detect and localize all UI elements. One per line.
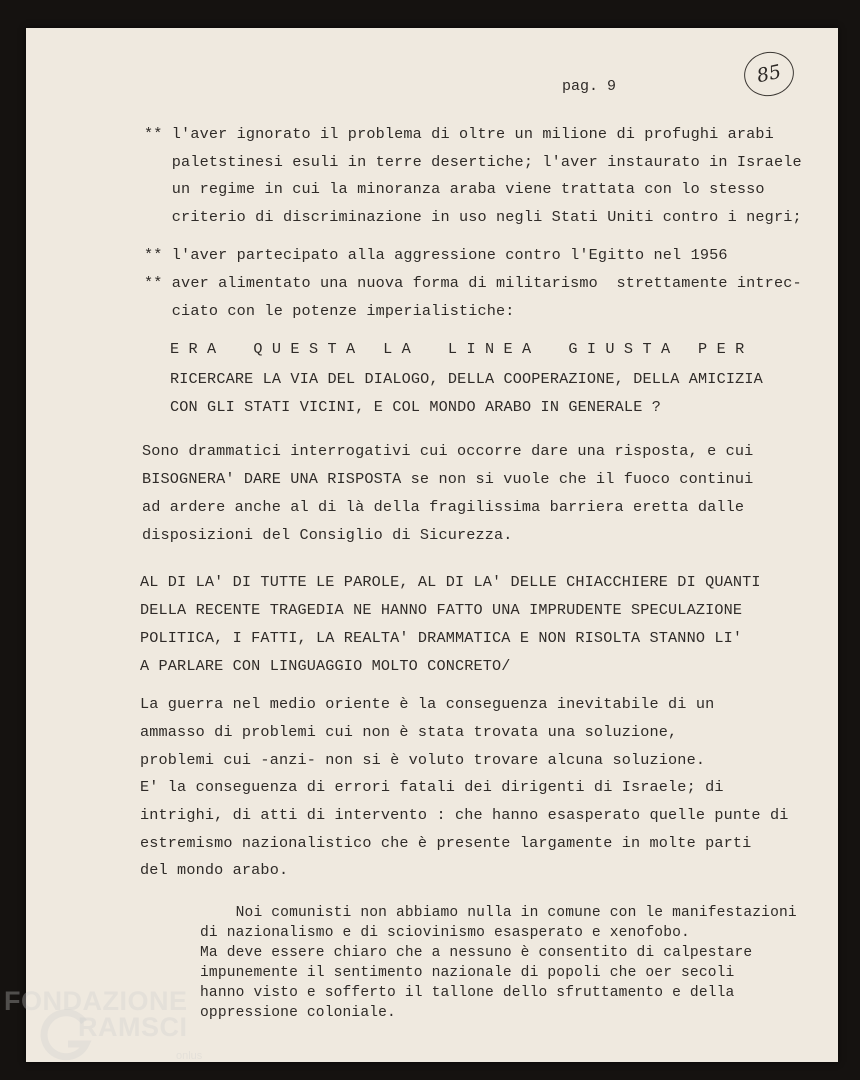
text-line: ammasso di problemi cui non è stata trovata una soluzione, bbox=[140, 723, 678, 741]
text-line: criterio di discriminazione in uso negli Stati Uniti contro i negri; bbox=[144, 208, 802, 226]
watermark-line-2: RAMSCI bbox=[78, 1012, 188, 1042]
question-line: E R A Q U E S T A L A L I N E A G I U S T A P E R bbox=[170, 340, 745, 358]
text-line: AL DI LA' DI TUTTE LE PAROLE, AL DI LA' DELLE CHIACCHIERE DI QUANTI bbox=[140, 573, 761, 591]
watermark-line-1: FONDAZIONE bbox=[4, 986, 188, 1016]
text-line: un regime in cui la minoranza araba viene trattata con lo stesso bbox=[144, 180, 765, 198]
text-line: Sono drammatici interrogativi cui occorre dare una risposta, e cui bbox=[142, 442, 754, 460]
text-line: oppressione coloniale. bbox=[200, 1005, 396, 1021]
page-number: pag. 9 bbox=[562, 78, 617, 95]
text-line: BISOGNERA' DARE UNA RISPOSTA se non si vuole che il fuoco continui bbox=[142, 470, 754, 488]
watermark-sub: onlus bbox=[176, 1050, 203, 1062]
question-line: CON GLI STATI VICINI, E COL MONDO ARABO IN GENERALE ? bbox=[170, 398, 661, 416]
text-line: hanno visto e sofferto il tallone dello sfruttamento e della bbox=[200, 985, 735, 1001]
text-line: E' la conseguenza di errori fatali dei dirigenti di Israele; di bbox=[140, 778, 724, 796]
text-line: disposizioni del Consiglio di Sicurezza. bbox=[142, 526, 513, 544]
text-line: ** aver alimentato una nuova forma di militarismo strettamente intrec- bbox=[144, 274, 802, 292]
text-line: ** l'aver ignorato il problema di oltre un milione di profughi arabi bbox=[144, 125, 774, 143]
text-line: Noi comunisti non abbiamo nulla in comune con le manifestazioni bbox=[200, 905, 797, 921]
text-line: del mondo arabo. bbox=[140, 861, 289, 879]
handwritten-page-annotation: 85 bbox=[740, 47, 798, 100]
text-line: di nazionalismo e di sciovinismo esasperato e xenofobo. bbox=[200, 925, 690, 941]
text-line: estremismo nazionalistico che è presente largamente in molte parti bbox=[140, 834, 752, 852]
text-line: La guerra nel medio oriente è la conseguenza inevitabile di un bbox=[140, 695, 715, 713]
text-line: ad ardere anche al di là della fragilissima barriera eretta dalle bbox=[142, 498, 745, 516]
text-line: intrighi, di atti di intervento : che hanno esasperato quelle punte di bbox=[140, 806, 789, 824]
text-line: paletstinesi esuli in terre desertiche; l'aver instaurato in Israele bbox=[144, 153, 802, 171]
text-line: Ma deve essere chiaro che a nessuno è consentito di calpestare bbox=[200, 945, 753, 961]
text-line: impunemente il sentimento nazionale di popoli che oer secoli bbox=[200, 965, 735, 981]
typewritten-page bbox=[26, 28, 838, 1062]
text-line: A PARLARE CON LINGUAGGIO MOLTO CONCRETO/ bbox=[140, 657, 511, 675]
question-line: RICERCARE LA VIA DEL DIALOGO, DELLA COOPERAZIONE, DELLA AMICIZIA bbox=[170, 370, 763, 388]
text-line: ciato con le potenze imperialistiche: bbox=[144, 302, 515, 320]
text-line: ** l'aver partecipato alla aggressione contro l'Egitto nel 1956 bbox=[144, 246, 728, 264]
text-line: POLITICA, I FATTI, LA REALTA' DRAMMATICA E NON RISOLTA STANNO LI' bbox=[140, 629, 743, 647]
text-line: problemi cui -anzi- non si è voluto trovare alcuna soluzione. bbox=[140, 751, 706, 769]
text-line: DELLA RECENTE TRAGEDIA NE HANNO FATTO UNA IMPRUDENTE SPECULAZIONE bbox=[140, 601, 743, 619]
